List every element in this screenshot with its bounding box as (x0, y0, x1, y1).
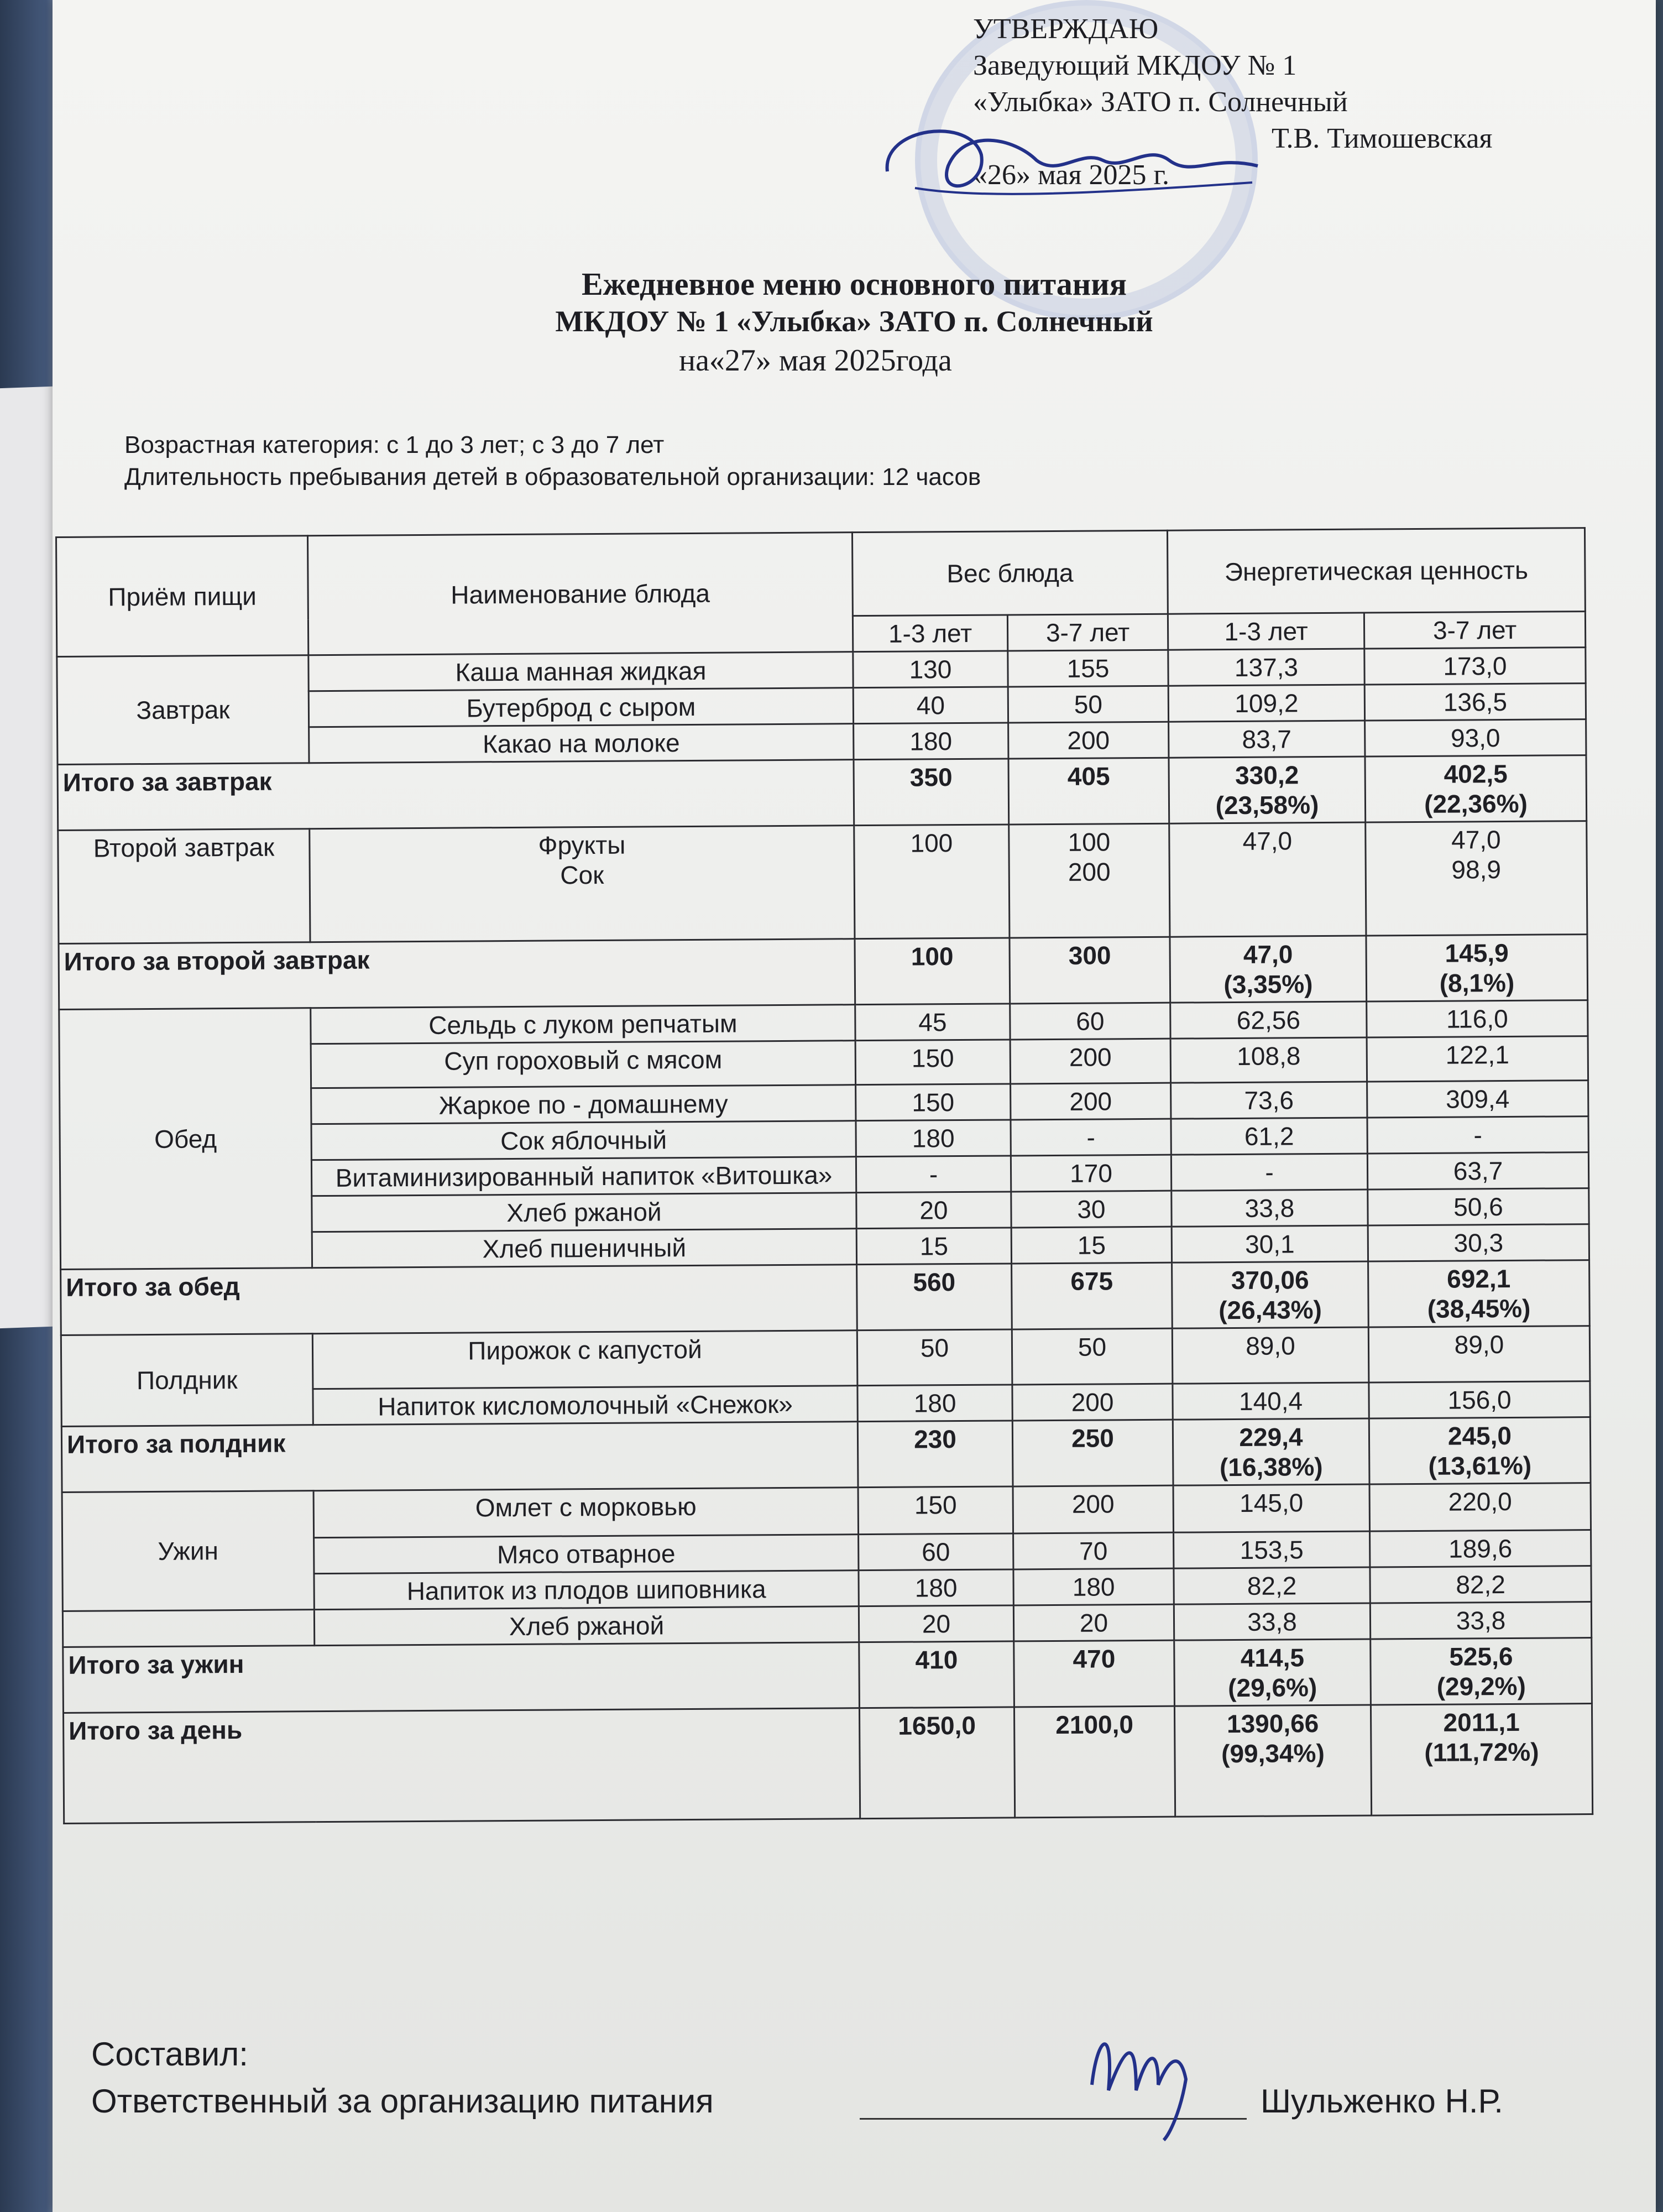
total-energy (1371, 1638, 1592, 1705)
total-energy (1365, 755, 1587, 822)
total-energy (1174, 1639, 1371, 1706)
header-e-age1: 1-3 лет (1168, 613, 1364, 650)
total-energy-value: 525,6 (1449, 1641, 1513, 1671)
table-row (58, 821, 1587, 944)
weight-cell (1009, 823, 1170, 938)
energy-cell: 137,3 (1168, 649, 1364, 686)
total-energy-percent: (26,43%) (1219, 1295, 1322, 1325)
total-weight: 100 (855, 938, 1010, 1005)
meal-second-breakfast: Второй завтрак (58, 829, 310, 944)
energy-cell: 33,8 (1172, 1190, 1368, 1227)
total-row (61, 1260, 1590, 1335)
energy-cell: 93,0 (1365, 719, 1586, 757)
menu-date: на«27» мая 2025года (679, 343, 952, 378)
total-energy (1366, 935, 1588, 1001)
header-w-age1: 1-3 лет (853, 615, 1007, 652)
energy-cell: 82,2 (1174, 1567, 1370, 1604)
approval-heading: УТВЕРЖДАЮ (973, 13, 1159, 45)
total-weight: 350 (854, 759, 1009, 826)
weight-cell: 155 (1008, 650, 1168, 687)
weight-cell: 15 (1011, 1227, 1172, 1264)
total-energy-value: 229,4 (1239, 1422, 1303, 1452)
weight-fruit: 100 (1068, 827, 1111, 857)
compiler-name: Шульженко Н.Р. (1261, 2083, 1503, 2120)
total-weight: 405 (1008, 758, 1169, 825)
weight-cell: 180 (859, 1569, 1013, 1606)
dish-cell: Хлеб ржаной (314, 1606, 859, 1646)
total-weight: 470 (1014, 1640, 1175, 1707)
total-row (59, 935, 1588, 1010)
meal-empty (62, 1610, 314, 1647)
dish-cell: Мясо отварное (314, 1535, 859, 1574)
weight-cell: - (856, 1156, 1011, 1193)
total-energy-value: 414,5 (1240, 1643, 1305, 1672)
energy-cell: 220,0 (1369, 1483, 1591, 1531)
dish-juice: Сок (560, 860, 604, 890)
dish-cell: Омлет с морковью (313, 1488, 859, 1538)
weight-cell: 50 (1012, 1328, 1173, 1385)
weight-cell: 50 (857, 1329, 1012, 1386)
weight-cell: 50 (1008, 686, 1168, 723)
weight-cell: 20 (856, 1192, 1011, 1229)
header-w-age2: 3-7 лет (1007, 614, 1168, 651)
dish-cell: Витаминизированный напиток «Витошка» (311, 1157, 856, 1196)
weight-cell: 170 (1011, 1155, 1171, 1192)
weight-cell: 40 (853, 687, 1008, 724)
energy-cell: 136,5 (1364, 684, 1586, 721)
energy-cell: 33,8 (1370, 1602, 1591, 1639)
energy-cell: 116,0 (1367, 1000, 1588, 1037)
weight-cell: 45 (855, 1004, 1010, 1041)
energy-cell: 89,0 (1172, 1327, 1369, 1384)
energy-cell: 173,0 (1364, 648, 1586, 685)
dish-cell: Хлеб ржаной (312, 1193, 856, 1232)
total-label: Итого за ужин (63, 1642, 860, 1713)
total-energy-value: 2011,1 (1443, 1707, 1520, 1737)
total-energy (1172, 1261, 1369, 1328)
weight-cell: 30 (1011, 1191, 1172, 1228)
day-total-energy (1174, 1705, 1371, 1817)
total-energy (1169, 757, 1366, 823)
total-energy-percent: (22,36%) (1424, 789, 1528, 818)
energy-cell (1366, 821, 1587, 936)
energy-cell: 30,1 (1172, 1225, 1368, 1262)
menu-org: МКДОУ № 1 «Улыбка» ЗАТО п. Солнечный (555, 305, 1153, 338)
weight-cell: 150 (856, 1084, 1011, 1121)
day-total-label: Итого за день (63, 1708, 860, 1824)
composed-label: Составил: (91, 2036, 248, 2073)
weight-cell: 150 (855, 1040, 1010, 1085)
energy-cell: 309,4 (1367, 1081, 1588, 1118)
total-energy-percent: (23,58%) (1215, 790, 1319, 820)
approval-position: Заведующий МКДОУ № 1 (973, 50, 1297, 81)
total-weight: 250 (1012, 1420, 1173, 1486)
day-total-weight: 1650,0 (859, 1707, 1014, 1819)
dish-cell: Бутерброд с сыром (308, 688, 853, 727)
meal-dinner: Ужин (62, 1491, 314, 1611)
total-energy-value: 1390,66 (1226, 1709, 1319, 1739)
energy-fruit: 47,0 (1451, 825, 1501, 854)
energy-cell: 83,7 (1169, 721, 1365, 758)
age-category: Возрастная категория: с 1 до 3 лет; с 3 до 7 лет (124, 431, 665, 458)
weight-cell: 60 (859, 1533, 1013, 1571)
total-energy-value: 47,0 (1243, 940, 1293, 969)
weight-cell: 200 (1010, 1039, 1170, 1084)
total-energy-value: 402,5 (1444, 759, 1508, 789)
weight-cell: 100 (854, 825, 1010, 939)
energy-juice: 98,9 (1451, 855, 1502, 884)
total-energy-value: 330,2 (1235, 760, 1299, 790)
total-row (57, 755, 1587, 831)
document-sheet (53, 0, 1656, 2212)
energy-cell: 61,2 (1171, 1118, 1367, 1155)
total-energy-value: 370,06 (1231, 1265, 1309, 1295)
stay-duration: Длительность пребывания детей в образовательной организации: 12 часов (124, 463, 981, 491)
total-energy (1170, 936, 1367, 1003)
dish-fruit: Фрукты (538, 830, 626, 860)
total-energy-value: 692,1 (1447, 1264, 1511, 1293)
weight-cell: 15 (856, 1228, 1011, 1265)
energy-cell: 108,8 (1170, 1037, 1367, 1083)
energy-cell: - (1171, 1154, 1367, 1191)
total-label: Итого за обед (61, 1265, 857, 1335)
energy-cell: 62,56 (1170, 1001, 1367, 1039)
total-energy (1173, 1418, 1369, 1485)
header-energy: Энергетическая ценность (1167, 528, 1585, 614)
total-energy-percent: (13,61%) (1428, 1451, 1532, 1480)
responsible-position: Ответственный за организацию питания (91, 2083, 714, 2120)
weight-cell: 180 (857, 1385, 1012, 1422)
dish-cell: Напиток из плодов шиповника (314, 1571, 859, 1610)
total-label: Итого за второй завтрак (59, 939, 855, 1010)
total-energy (1368, 1260, 1590, 1327)
total-energy-percent: (38,45%) (1427, 1293, 1531, 1323)
dish-cell (310, 826, 855, 942)
energy-cell: 122,1 (1367, 1036, 1588, 1082)
weight-cell: 200 (1013, 1485, 1174, 1533)
dish-cell: Напиток кисломолочный «Снежок» (313, 1386, 857, 1425)
dish-cell: Сок яблочный (311, 1121, 856, 1160)
header-e-age2: 3-7 лет (1364, 612, 1585, 649)
weight-cell: 70 (1013, 1532, 1174, 1569)
weight-juice: 200 (1068, 857, 1111, 886)
total-energy-percent: (16,38%) (1219, 1452, 1323, 1482)
weight-cell: 180 (854, 723, 1008, 760)
director-signature (871, 105, 1269, 232)
energy-cell: 189,6 (1370, 1530, 1591, 1567)
total-energy-percent: (99,34%) (1221, 1739, 1325, 1768)
weight-cell: 60 (1010, 1003, 1170, 1040)
weight-cell: 180 (856, 1120, 1011, 1157)
total-energy-percent: (3,35%) (1223, 969, 1313, 999)
energy-cell: 30,3 (1368, 1224, 1589, 1261)
weight-cell: 200 (1012, 1384, 1173, 1421)
weight-cell: 200 (1008, 722, 1169, 759)
total-weight: 560 (857, 1264, 1012, 1331)
energy-cell: 50,6 (1368, 1188, 1589, 1225)
total-energy-value: 145,9 (1445, 938, 1509, 968)
total-weight: 230 (857, 1421, 1013, 1488)
dish-cell: Какао на молоке (309, 724, 854, 763)
energy-cell: 33,8 (1174, 1603, 1370, 1640)
energy-cell: - (1367, 1117, 1588, 1154)
meal-lunch: Обед (59, 1008, 312, 1270)
total-row (63, 1638, 1592, 1713)
header-meal: Приём пищи (56, 536, 308, 657)
energy-cell: 89,0 (1368, 1326, 1590, 1383)
weight-cell: 180 (1013, 1568, 1174, 1605)
menu-title: Ежедневное меню основного питания (581, 266, 1127, 302)
dish-cell: Хлеб пшеничный (312, 1229, 856, 1268)
compiler-signature (1075, 2002, 1219, 2146)
weight-cell: - (1011, 1119, 1171, 1156)
meal-snack: Полдник (61, 1334, 313, 1427)
weight-cell: 20 (1013, 1604, 1174, 1641)
energy-cell: 82,2 (1370, 1566, 1591, 1603)
dish-cell: Пирожок с капустой (312, 1331, 857, 1389)
total-weight: 675 (1012, 1262, 1173, 1329)
approval-date: «26» мая 2025 г. (973, 159, 1170, 191)
day-total-row (63, 1704, 1592, 1824)
energy-cell: 47,0 (1169, 822, 1366, 937)
weight-cell: 20 (859, 1605, 1013, 1642)
menu-table (55, 527, 1593, 1824)
dish-cell: Жаркое по - домашнему (311, 1085, 856, 1124)
total-weight: 300 (1010, 937, 1170, 1004)
dish-cell: Суп гороховый с мясом (311, 1041, 855, 1088)
energy-cell: 63,7 (1367, 1152, 1588, 1190)
weight-cell: 150 (858, 1486, 1013, 1535)
energy-cell: 156,0 (1369, 1381, 1590, 1418)
weight-cell: 130 (853, 651, 1008, 688)
approval-name: Т.В. Тимошевская (1272, 123, 1493, 154)
day-total-energy (1371, 1704, 1592, 1815)
energy-cell: 140,4 (1173, 1383, 1369, 1420)
total-energy-percent: (111,72%) (1424, 1737, 1539, 1767)
total-energy-percent: (8,1%) (1439, 968, 1515, 998)
approval-org: «Улыбка» ЗАТО п. Солнечный (973, 86, 1348, 118)
total-label: Итого за завтрак (57, 760, 854, 831)
table-row (61, 1326, 1590, 1391)
header-row (56, 528, 1586, 621)
day-total-weight: 2100,0 (1014, 1706, 1175, 1818)
weight-cell: 200 (1011, 1083, 1171, 1120)
total-energy-value: 245,0 (1447, 1421, 1512, 1451)
header-weight: Вес блюда (852, 530, 1168, 615)
energy-cell: 73,6 (1171, 1082, 1367, 1119)
total-weight: 410 (859, 1641, 1014, 1708)
meal-breakfast: Завтрак (57, 655, 309, 765)
header-dish: Наименование блюда (308, 533, 853, 655)
energy-cell: 109,2 (1168, 685, 1364, 722)
total-row (61, 1417, 1591, 1493)
total-label: Итого за полдник (61, 1422, 858, 1493)
energy-cell: 153,5 (1174, 1531, 1370, 1568)
energy-cell: 145,0 (1173, 1484, 1370, 1532)
dish-cell: Сельдь с луком репчатым (311, 1005, 855, 1044)
dish-cell: Каша манная жидкая (308, 652, 853, 691)
total-energy (1369, 1417, 1591, 1484)
total-energy-percent: (29,6%) (1228, 1673, 1317, 1703)
total-energy-percent: (29,2%) (1436, 1671, 1526, 1701)
